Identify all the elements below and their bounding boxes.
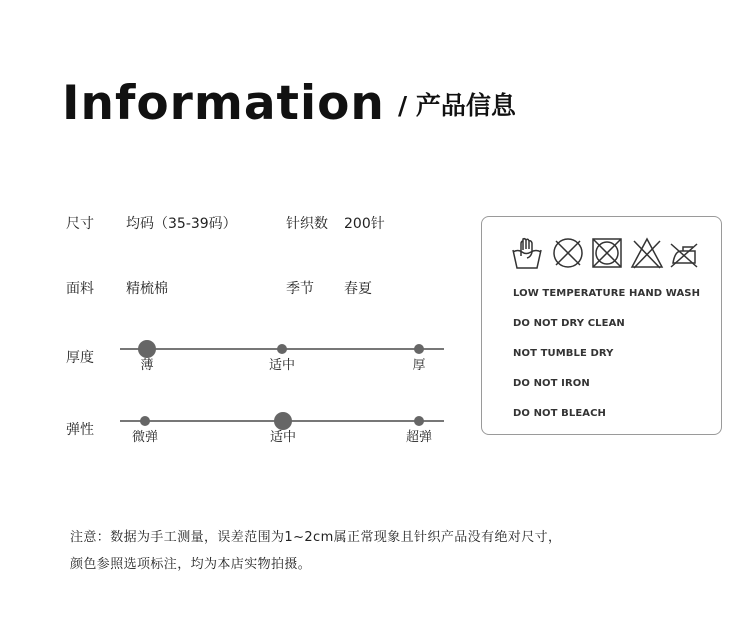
page-subtitle: / 产品信息 <box>398 91 516 120</box>
note-line-2: 颜色参照选项标注，均为本店实物拍摄。 <box>70 557 312 572</box>
fabric-value: 精梳棉 <box>126 281 168 297</box>
no-tumble-dry-icon <box>591 236 623 270</box>
season-value: 春夏 <box>344 281 372 297</box>
no-dry-clean-icon <box>552 236 584 270</box>
care-item-no-dry-clean: DO NOT DRY CLEAN <box>513 318 625 329</box>
hand-wash-icon <box>510 236 544 270</box>
thickness-dot-medium <box>277 344 287 354</box>
thickness-dot-thick <box>414 344 424 354</box>
thickness-option-thin: 薄 <box>140 358 154 373</box>
elasticity-dot-high <box>414 416 424 426</box>
care-item-no-iron: DO NOT IRON <box>513 378 590 389</box>
elasticity-option-medium: 适中 <box>269 430 297 445</box>
elasticity-dot-slight <box>140 416 150 426</box>
care-item-hand-wash: LOW TEMPERATURE HAND WASH <box>513 288 701 299</box>
note-line-1: 注意：数据为手工测量，误差范围为1~2cm属正常现象且针织产品没有绝对尺寸， <box>70 530 562 545</box>
elasticity-dot-medium <box>274 412 292 430</box>
care-item-no-bleach: DO NOT BLEACH <box>513 408 607 419</box>
fabric-label: 面料 <box>66 281 94 297</box>
season-label: 季节 <box>286 281 314 297</box>
thickness-option-thick: 厚 <box>412 358 426 373</box>
elasticity-scale <box>120 411 444 445</box>
thickness-label: 厚度 <box>66 350 94 366</box>
thickness-dot-thin <box>138 340 156 358</box>
care-item-no-tumble-dry: NOT TUMBLE DRY <box>513 348 614 359</box>
elasticity-option-slight: 微弹 <box>131 430 159 445</box>
gauge-value: 200针 <box>344 216 385 232</box>
care-instructions-box <box>481 216 722 435</box>
elasticity-label: 弹性 <box>66 422 94 438</box>
no-bleach-icon <box>630 236 664 270</box>
no-iron-icon <box>668 236 700 270</box>
page-title: Information <box>62 76 385 131</box>
elasticity-option-high: 超弹 <box>405 430 433 445</box>
gauge-label: 针织数 <box>286 216 328 232</box>
size-label: 尺寸 <box>66 216 94 232</box>
size-value: 均码（35-39码） <box>126 216 237 232</box>
thickness-scale <box>120 339 444 373</box>
thickness-option-medium: 适中 <box>268 358 296 373</box>
